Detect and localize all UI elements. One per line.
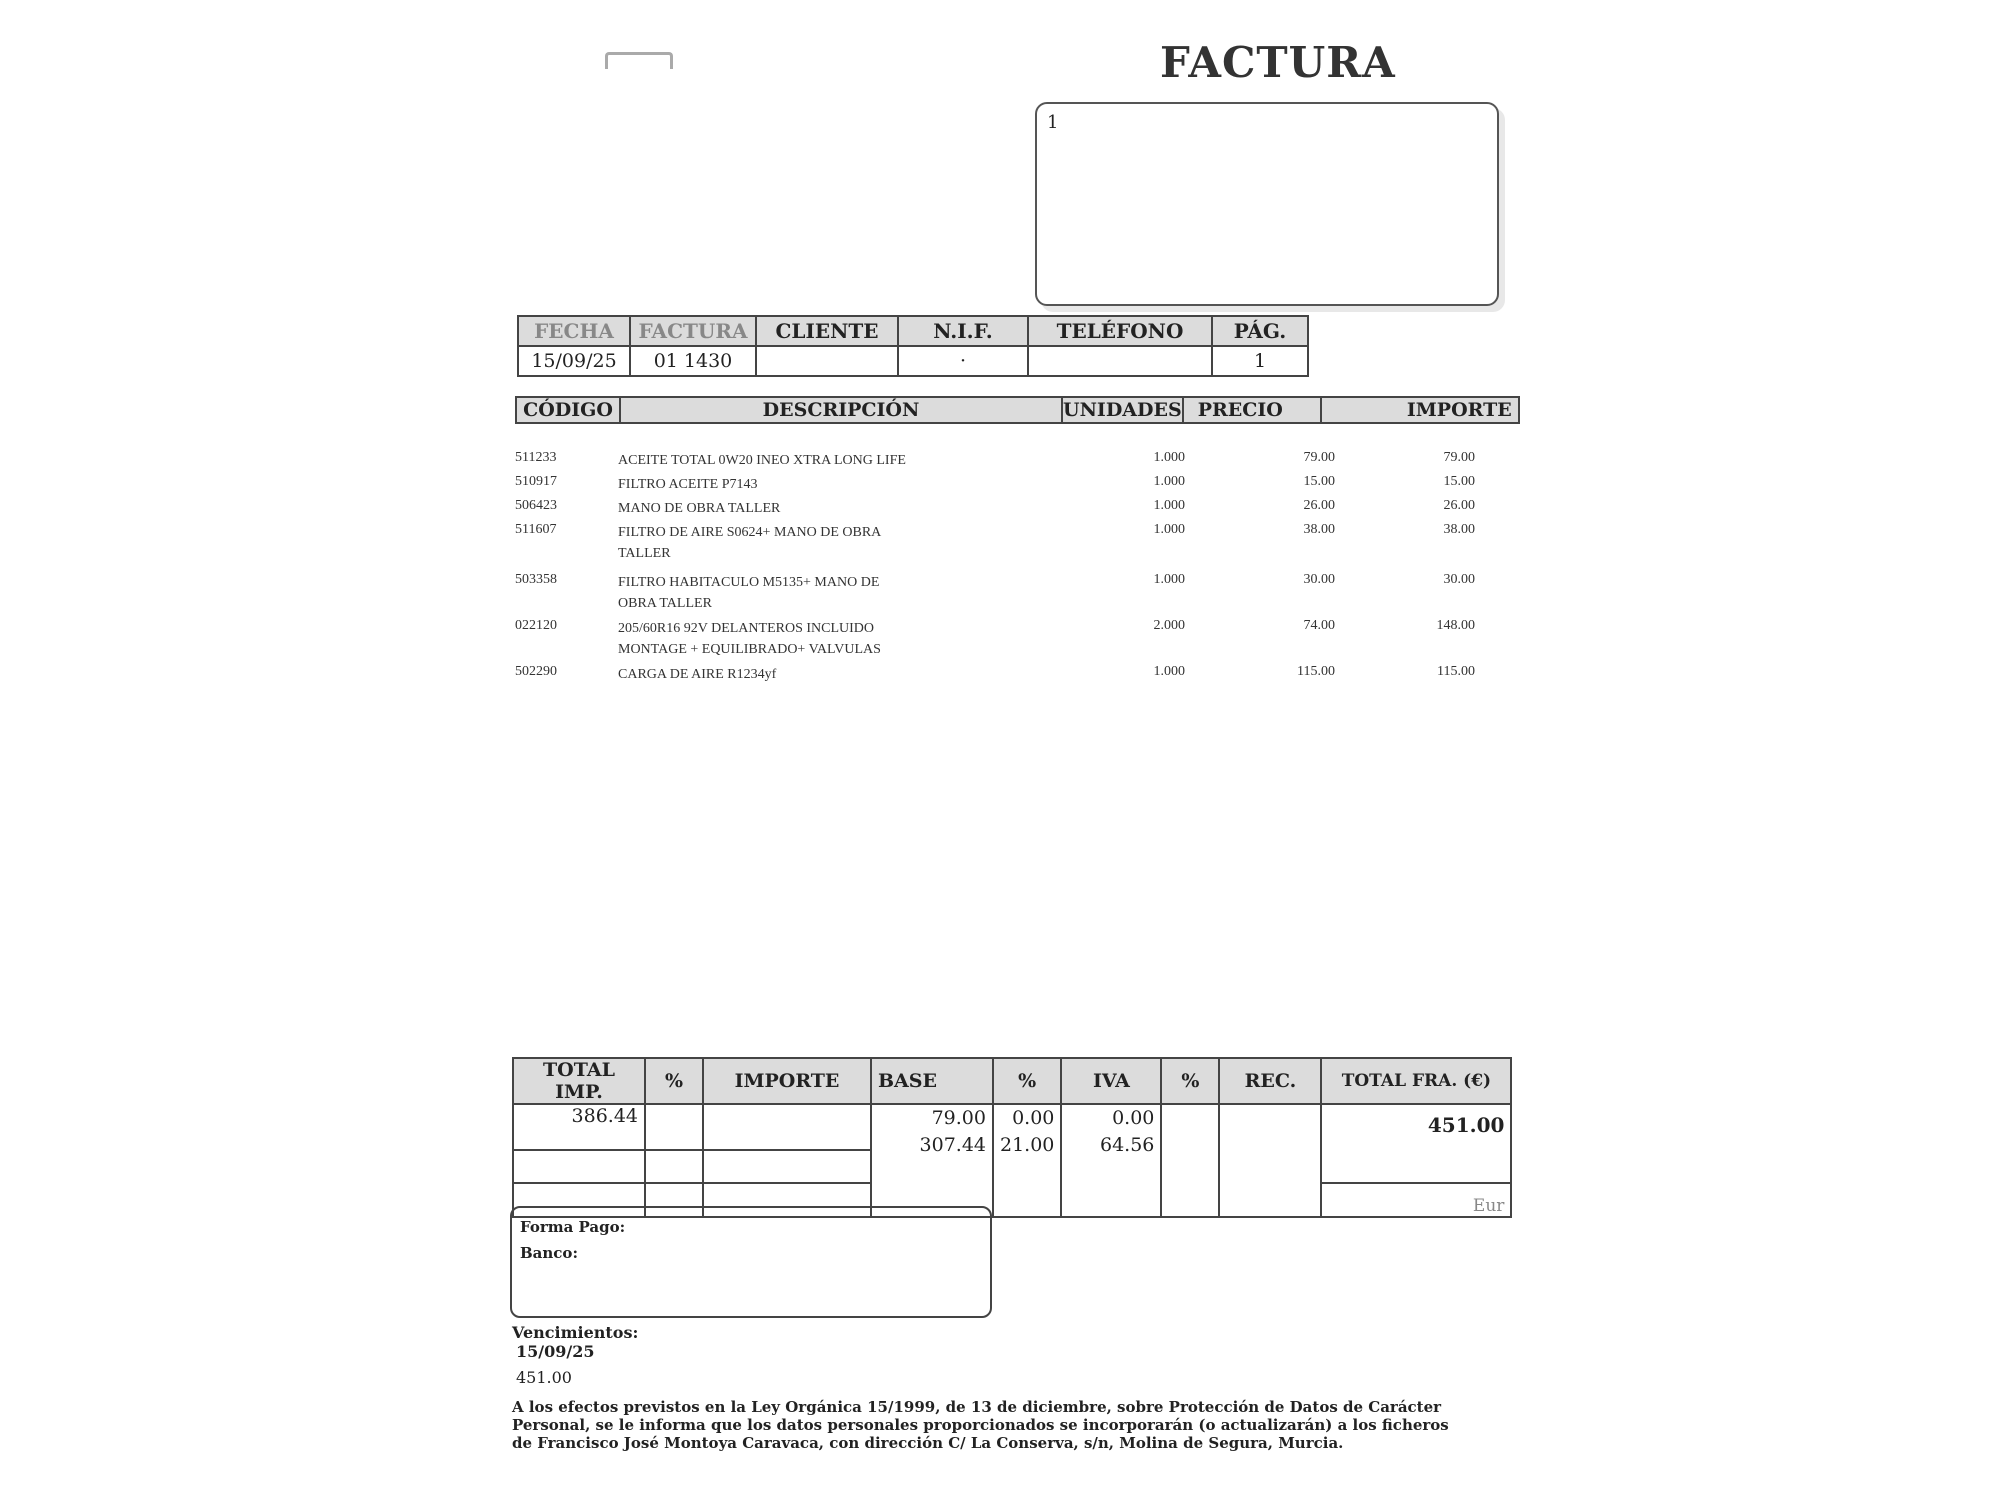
vencimientos-label: Vencimientos: (512, 1323, 639, 1342)
value-pag: 1 (1212, 346, 1308, 376)
line-code: 506423 (515, 498, 557, 513)
invoice-header-table (517, 315, 1309, 377)
line-units: 1.000 (1153, 450, 1185, 465)
line-price: 30.00 (1303, 572, 1335, 587)
line-code: 503358 (515, 572, 557, 587)
totals-table (512, 1057, 1512, 1218)
line-item (515, 664, 1490, 685)
line-item (515, 474, 1490, 495)
totals-header-iva: IVA (1061, 1058, 1161, 1104)
line-amount: 115.00 (1437, 664, 1475, 679)
line-item (515, 618, 1490, 660)
empty-cell (645, 1150, 703, 1183)
line-code: 502290 (515, 664, 557, 679)
line-amount: 26.00 (1443, 498, 1475, 513)
base-value: 307.44 (919, 1134, 986, 1156)
empty-cell (513, 1150, 645, 1183)
col-codigo: CÓDIGO (516, 397, 620, 423)
line-code: 510917 (515, 474, 557, 489)
iva-value: 64.56 (1100, 1134, 1155, 1156)
base-values (871, 1104, 993, 1217)
totals-header-rec: REC. (1219, 1058, 1321, 1104)
totals-header-total-imp: TOTAL IMP. (513, 1058, 645, 1104)
staple-mark (605, 52, 673, 69)
document-title: FACTURA (1160, 38, 1396, 87)
line-items (515, 450, 1490, 693)
line-price: 74.00 (1303, 618, 1335, 633)
totals-header-total-fra: TOTAL FRA. (€) (1321, 1058, 1511, 1104)
totals-header-pct: % (645, 1058, 703, 1104)
pct-values (993, 1104, 1061, 1217)
legal-notice: A los efectos previstos en la Ley Orgánica 15/1999, de 13 de diciembre, sobre Protección de Datos de Carácter Personal, se le informa que los datos personales proporcionados se incorporarán (o actualizarán) a los ficheros de Francisco José Montoya Caravaca, con dirección C/ La Conserva, s/n, Molina de Segura, Murcia. (512, 1398, 1449, 1452)
address-line: 1 (1047, 112, 1059, 133)
total-fra-value: 451.00 (1321, 1104, 1511, 1183)
line-amount: 38.00 (1443, 522, 1475, 537)
pct-value: 21.00 (1000, 1134, 1055, 1156)
forma-pago-label: Forma Pago: (520, 1218, 626, 1236)
header-fecha: FECHA (518, 316, 630, 346)
line-price: 79.00 (1303, 450, 1335, 465)
iva-values (1061, 1104, 1161, 1217)
line-price: 26.00 (1303, 498, 1335, 513)
value-factura: 01 1430 (630, 346, 756, 376)
empty-cell (1161, 1104, 1219, 1217)
lines-column-header (515, 396, 1520, 424)
base-value: 79.00 (931, 1107, 986, 1129)
vencimiento-date: 15/09/25 (516, 1342, 595, 1361)
line-units: 1.000 (1153, 522, 1185, 537)
line-description: ACEITE TOTAL 0W20 INEO XTRA LONG LIFE (618, 453, 906, 468)
address-box (1035, 102, 1499, 306)
line-amount: 79.00 (1443, 450, 1475, 465)
value-nif: · (898, 346, 1028, 376)
line-description: 205/60R16 92V DELANTEROS INCLUIDO MONTAGE + EQUILIBRADO+ VALVULAS (618, 621, 881, 657)
currency-label: Eur (1321, 1183, 1511, 1217)
line-item (515, 522, 1490, 564)
pct-value: 0.00 (1012, 1107, 1055, 1129)
totals-header-base: BASE (871, 1058, 993, 1104)
value-telefono (1028, 346, 1212, 376)
line-code: 511233 (515, 450, 557, 465)
col-unidades: UNIDADES (1063, 399, 1182, 421)
line-description: FILTRO ACEITE P7143 (618, 477, 758, 492)
payment-box (510, 1206, 992, 1318)
empty-cell (703, 1104, 871, 1150)
totals-header-pct: % (993, 1058, 1061, 1104)
line-units: 1.000 (1153, 474, 1185, 489)
line-price: 15.00 (1303, 474, 1335, 489)
line-item (515, 572, 1490, 614)
empty-cell (645, 1104, 703, 1150)
value-fecha: 15/09/25 (518, 346, 630, 376)
banco-label: Banco: (520, 1244, 578, 1262)
line-units: 1.000 (1153, 664, 1185, 679)
line-code: 511607 (515, 522, 557, 537)
empty-cell (1219, 1104, 1321, 1217)
line-item (515, 450, 1490, 471)
totals-header-pct: % (1161, 1058, 1219, 1104)
value-cliente (756, 346, 898, 376)
line-price: 115.00 (1297, 664, 1335, 679)
line-price: 38.00 (1303, 522, 1335, 537)
col-descripcion: DESCRIPCIÓN (620, 397, 1062, 423)
total-imp-value: 386.44 (513, 1104, 645, 1150)
line-amount: 148.00 (1436, 618, 1475, 633)
line-item (515, 498, 1490, 519)
line-amount: 15.00 (1443, 474, 1475, 489)
header-cliente: CLIENTE (756, 316, 898, 346)
totals-header-importe: IMPORTE (703, 1058, 871, 1104)
header-telefono: TELÉFONO (1028, 316, 1212, 346)
header-pag: PÁG. (1212, 316, 1308, 346)
header-nif: N.I.F. (898, 316, 1028, 346)
line-amount: 30.00 (1443, 572, 1475, 587)
line-units: 1.000 (1153, 572, 1185, 587)
col-importe: IMPORTE (1321, 397, 1519, 423)
line-units: 2.000 (1153, 618, 1185, 633)
empty-cell (703, 1150, 871, 1183)
line-description: FILTRO DE AIRE S0624+ MANO DE OBRA TALLER (618, 525, 881, 561)
header-factura: FACTURA (630, 316, 756, 346)
line-description: CARGA DE AIRE R1234yf (618, 667, 777, 682)
line-description: MANO DE OBRA TALLER (618, 501, 781, 516)
vencimiento-amount: 451.00 (516, 1368, 572, 1387)
line-units: 1.000 (1153, 498, 1185, 513)
col-precio: PRECIO (1183, 397, 1321, 423)
line-description: FILTRO HABITACULO M5135+ MANO DE OBRA TALLER (618, 575, 880, 611)
iva-value: 0.00 (1112, 1107, 1155, 1129)
line-code: 022120 (515, 618, 557, 633)
